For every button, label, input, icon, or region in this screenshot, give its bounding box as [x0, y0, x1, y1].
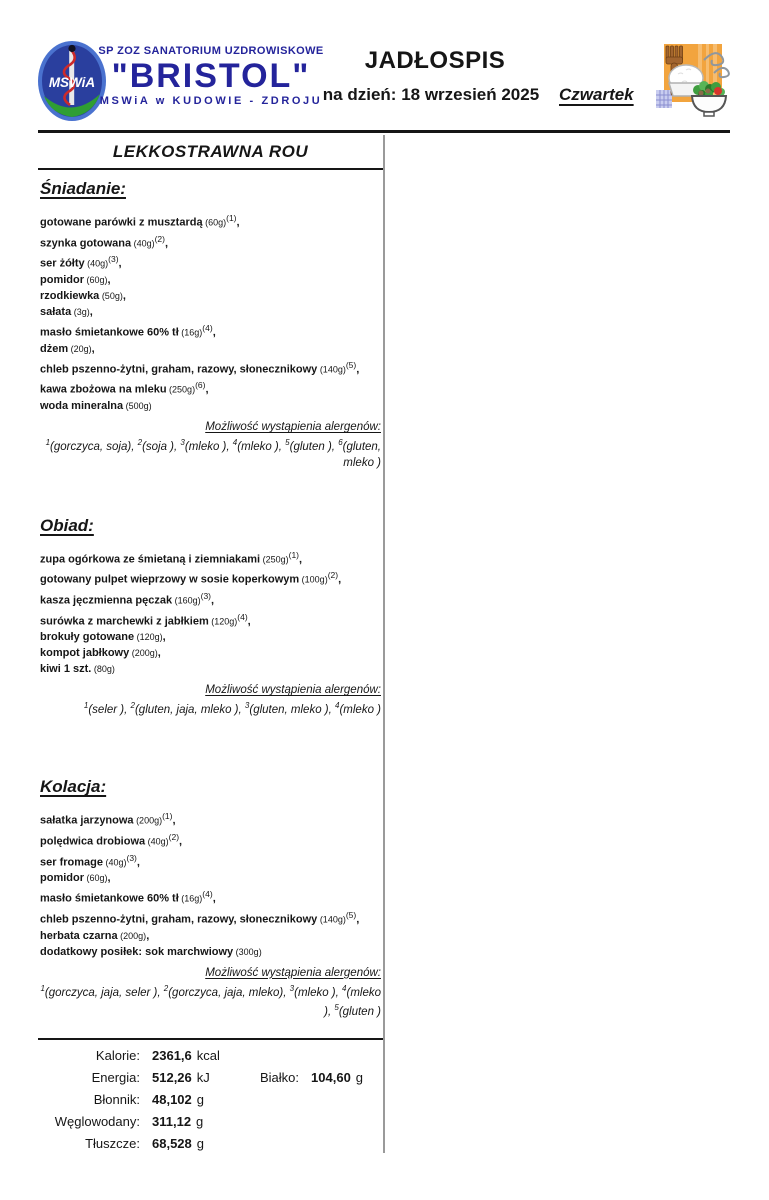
meal-item [40, 907, 381, 928]
meal-item [40, 288, 381, 304]
allergen-detail: (gluten ), [289, 440, 339, 453]
allergen-ref: (5) [345, 909, 357, 920]
allergen-ref-number: 2 [137, 437, 143, 447]
allergen-detail: (gorczyca, jaja, seler ), [44, 986, 164, 999]
allergen-detail: (mleko ), [324, 986, 381, 1019]
meal-item-portion: (140g) [317, 914, 346, 925]
allergen-ref: (1) [288, 549, 299, 560]
meal-item-separator: , [91, 342, 95, 355]
meal-item-separator: , [236, 216, 240, 229]
meal-item [40, 870, 381, 886]
allergen-detail: (gluten, mleko ) [342, 440, 381, 469]
meal-item-portion: (200g) [117, 930, 147, 941]
svg-text:MSWiA: MSWiA [48, 75, 96, 90]
meal-item-separator: , [179, 835, 183, 848]
allergen-ref: (1) [162, 811, 173, 822]
meal-item-separator: , [299, 553, 303, 566]
meal-item-name: woda mineralna [40, 399, 124, 412]
meal-item [40, 850, 381, 871]
meal-item-name: brokuły gotowane [40, 631, 135, 644]
meal-item-separator: , [107, 872, 111, 885]
meal-item-name: dżem [40, 342, 69, 355]
menu-column [38, 135, 383, 1153]
section-kolacja [38, 768, 383, 1020]
meal-items [40, 210, 381, 414]
meal-item-portion: (80g) [91, 664, 115, 675]
allergen-ref-number: 3 [180, 437, 185, 447]
nutrition-row [38, 1070, 383, 1092]
meal-item-separator: , [107, 273, 111, 286]
allergen-ref-number: 2 [130, 701, 135, 711]
allergen-text [40, 698, 381, 718]
meal-item-name: rzodkiewka [40, 289, 100, 302]
meal-item-separator: , [212, 326, 216, 339]
organization-name: "BRISTOL" [111, 57, 311, 95]
menu-date: na dzień: 18 wrzesień 2025 [322, 85, 540, 104]
allergen-detail: (gorczyca, soja), [50, 440, 138, 453]
meal-item-portion: (40g) [84, 258, 109, 269]
meal-item-name: chleb pszenno-żytni, graham, razowy, słonecznikowy [40, 913, 318, 926]
diet-title: LEKKOSTRAWNA ROU [112, 142, 309, 161]
nutrition-unit: g [355, 1070, 364, 1085]
meal-item-portion: (140g) [317, 364, 346, 375]
meal-item-separator: , [205, 383, 209, 396]
meal-item-portion: (200g) [129, 648, 158, 659]
meal-item-name: ser żółty [40, 257, 85, 270]
meal-item-separator: , [212, 892, 216, 905]
meal-item-portion: (60g) [84, 873, 108, 884]
meal-item-portion: (200g) [133, 815, 163, 826]
allergen-detail: (gluten ) [338, 1006, 381, 1019]
allergen-detail: (gluten, mleko ), [249, 704, 336, 717]
meal-item-portion: (160g) [172, 595, 201, 606]
meal-item [40, 567, 381, 588]
nutrition-label: Węglowodany: [54, 1114, 140, 1129]
allergen-ref: (2) [154, 233, 165, 244]
meal-items [40, 808, 381, 959]
section-obiad [38, 507, 383, 718]
nutrition-label: Tłuszcze: [85, 1136, 140, 1151]
meal-item-separator: , [211, 594, 215, 607]
nutrition-unit: kcal [196, 1048, 220, 1063]
meal-item [40, 928, 381, 944]
allergen-ref: (4) [202, 889, 213, 900]
nutrition-value: 68,528 [152, 1136, 192, 1151]
meal-item [40, 398, 381, 414]
nutrition-row [38, 1048, 383, 1070]
meal-item-name: sałata [40, 305, 72, 318]
meal-item-separator: , [122, 289, 126, 302]
meal-item [40, 210, 381, 231]
meal-item-separator: , [162, 631, 166, 644]
allergen-ref: (2) [327, 570, 339, 581]
meal-item-name: kasza jęczmienna pęczak [40, 594, 173, 607]
allergen-ref: (4) [202, 322, 213, 333]
allergen-note [40, 680, 381, 718]
meal-item-name: polędwica drobiowa [40, 835, 146, 848]
nutrition-value: 2361,6 [152, 1048, 192, 1063]
right-column-empty [385, 135, 730, 1153]
meal-item-portion: (120g) [134, 632, 163, 643]
meal-item-separator: , [89, 305, 93, 318]
meal-heading: Śniadanie: [40, 179, 126, 198]
meal-item-name: chleb pszenno-żytni, graham, razowy, słonecznikowy [40, 363, 318, 376]
meal-item-portion: (250g) [260, 554, 289, 565]
meal-item [40, 304, 381, 320]
allergen-ref-number: 4 [232, 437, 238, 447]
meal-heading: Kolacja: [40, 777, 107, 797]
meal-item-name: kawa zbożowa na mleku [40, 383, 167, 396]
meal-item-portion: (50g) [99, 290, 123, 301]
meal-item [40, 886, 381, 907]
allergen-ref-number: 5 [334, 1003, 339, 1013]
meal-item-portion: (40g) [102, 857, 127, 868]
meal-item-portion: (40g) [131, 238, 155, 249]
allergen-ref-number: 5 [285, 437, 290, 447]
allergen-detail: (gorczyca, jaja, mleko), [168, 986, 290, 999]
allergen-ref: (5) [345, 359, 357, 370]
allergen-ref: (3) [126, 852, 137, 863]
allergen-detail: (soja ), [142, 440, 181, 453]
meal-item-name: gotowany pulpet wieprzowy w sosie koperkowym [40, 574, 300, 587]
allergen-ref-number: 6 [338, 437, 343, 447]
meal-item-portion: (40g) [145, 836, 169, 847]
meal-item-name: gotowane parówki z musztardą [40, 216, 203, 229]
meal-item-portion: (3g) [71, 306, 90, 317]
meal-item-name: masło śmietankowe 60% tł [40, 892, 179, 905]
nutrition-unit: g [196, 1114, 204, 1129]
allergen-ref-number: 1 [45, 437, 51, 447]
meal-item-name: ser fromage [40, 856, 103, 869]
meal-item [40, 547, 381, 568]
nutrition-value: 104,60 [311, 1070, 351, 1085]
nutrition-row [38, 1092, 383, 1114]
nutrition-value: 512,26 [152, 1070, 192, 1085]
nutrition-label: Błonnik: [93, 1092, 140, 1107]
allergen-detail: (seler ), [88, 704, 131, 717]
content-columns [38, 135, 730, 1153]
section-sniadanie [38, 170, 383, 471]
allergen-ref-number: 1 [40, 983, 45, 993]
allergen-ref-number: 3 [244, 701, 250, 711]
allergen-detail: (mleko ), [294, 986, 343, 999]
allergen-ref: (1) [226, 213, 237, 223]
meal-item-portion: (16g) [178, 327, 203, 338]
meal-item-separator: , [356, 913, 360, 926]
nutrition-value: 48,102 [152, 1092, 192, 1107]
meal-item [40, 377, 381, 398]
meal-item [40, 357, 381, 378]
meal-item-portion: (120g) [208, 616, 238, 627]
meal-item-name: zupa ogórkowa ze śmietaną i ziemniakami [40, 553, 261, 566]
meal-item-portion: (100g) [299, 575, 328, 586]
nutrition-row [38, 1114, 383, 1136]
meal-item-separator: , [157, 647, 161, 660]
meal-item-name: sałatka jarzynowa [40, 814, 134, 827]
allergen-detail: (mleko ), [184, 440, 233, 453]
meal-item [40, 944, 381, 960]
header-rule [38, 130, 730, 133]
nutrition-label: Białko: [260, 1070, 300, 1085]
meal-item [40, 588, 381, 609]
meal-item-portion: (60g) [202, 217, 227, 228]
allergen-detail: (mleko ) [339, 704, 381, 717]
meal-item [40, 272, 381, 288]
meal-item [40, 629, 381, 645]
organization-location: MSWiA w KUDOWIE - ZDROJU [99, 95, 323, 107]
allergen-ref: (3) [108, 254, 119, 265]
meal-item-name: kompot jabłkowy [40, 647, 130, 660]
page-title: JADŁOSPIS [364, 47, 506, 74]
allergen-detail: (mleko ), [237, 440, 286, 453]
meal-item-name: surówka z marchewki z jabłkiem [40, 615, 209, 628]
nutrition-row [38, 1136, 383, 1158]
meal-heading: Obiad: [40, 515, 94, 535]
meal-item-separator: , [338, 574, 342, 587]
allergen-ref: (2) [168, 831, 180, 842]
weekday-label: Czwartek [559, 85, 634, 104]
meal-item-separator: , [118, 257, 122, 270]
organization-type: SP ZOZ SANATORIUM UZDROWISKOWE [98, 45, 324, 57]
allergen-note-header: Możliwość wystąpienia alergenów: [205, 684, 381, 697]
meal-item-separator: , [247, 615, 251, 628]
meal-item-portion: (500g) [123, 400, 152, 411]
meal-item [40, 829, 381, 850]
meal-item-name: szynka gotowana [40, 237, 132, 250]
meal-item [40, 251, 381, 272]
meal-item-name: pomidor [40, 872, 84, 885]
allergen-ref-number: 4 [342, 983, 347, 993]
meal-item-portion: (20g) [68, 343, 92, 354]
protein-group [260, 1070, 363, 1085]
meal-item [40, 341, 381, 357]
allergen-detail: (gluten, jaja, mleko ), [134, 704, 245, 717]
meal-item-portion: (250g) [166, 384, 196, 395]
allergen-note [40, 963, 381, 1021]
meal-item-name: masło śmietankowe 60% tł [40, 326, 179, 339]
meal-item [40, 808, 381, 829]
nutrition-label: Kalorie: [95, 1048, 140, 1063]
nutrition-value: 311,12 [152, 1114, 192, 1129]
allergen-ref-number: 1 [83, 701, 89, 711]
meal-items [40, 547, 381, 678]
allergen-note-header: Możliwość wystąpienia alergenów: [205, 420, 381, 433]
meal-item-portion: (300g) [233, 946, 262, 957]
meal-item-name: pomidor [40, 273, 84, 286]
allergen-text [40, 981, 381, 1021]
allergen-ref-number: 2 [163, 983, 169, 993]
meal-item [40, 320, 381, 341]
nutrition-unit: kJ [196, 1070, 210, 1085]
nutrition-summary [38, 1038, 383, 1158]
allergen-ref: (6) [195, 380, 206, 391]
meal-item-name: kiwi 1 szt. [40, 663, 92, 676]
allergen-text [40, 435, 381, 471]
meal-item-separator: , [136, 856, 140, 869]
nutrition-unit: g [196, 1092, 204, 1107]
meal-item [40, 645, 381, 661]
nutrition-label: Energia: [91, 1070, 140, 1085]
meal-item [40, 609, 381, 630]
allergen-ref-number: 4 [335, 701, 340, 711]
meal-item [40, 231, 381, 252]
nutrition-unit: g [196, 1136, 204, 1151]
allergen-ref: (4) [237, 611, 248, 622]
meal-item-separator: , [164, 237, 169, 250]
meal-item-portion: (60g) [84, 274, 108, 285]
meal-item-portion: (16g) [178, 893, 203, 904]
meal-item-name: herbata czarna [40, 929, 118, 942]
meal-item-separator: , [146, 929, 150, 942]
meal-item-separator: , [356, 363, 360, 376]
allergen-ref-number: 3 [289, 983, 295, 993]
meal-item [40, 661, 381, 677]
meal-clipart-icon [652, 42, 730, 120]
allergen-note-header: Możliwość wystąpienia alergenów: [205, 966, 381, 979]
allergen-note [40, 417, 381, 471]
allergen-ref: (3) [200, 591, 211, 602]
meal-item-name: dodatkowy posiłek: sok marchwiowy [40, 945, 234, 958]
meal-item-separator: , [172, 814, 176, 827]
